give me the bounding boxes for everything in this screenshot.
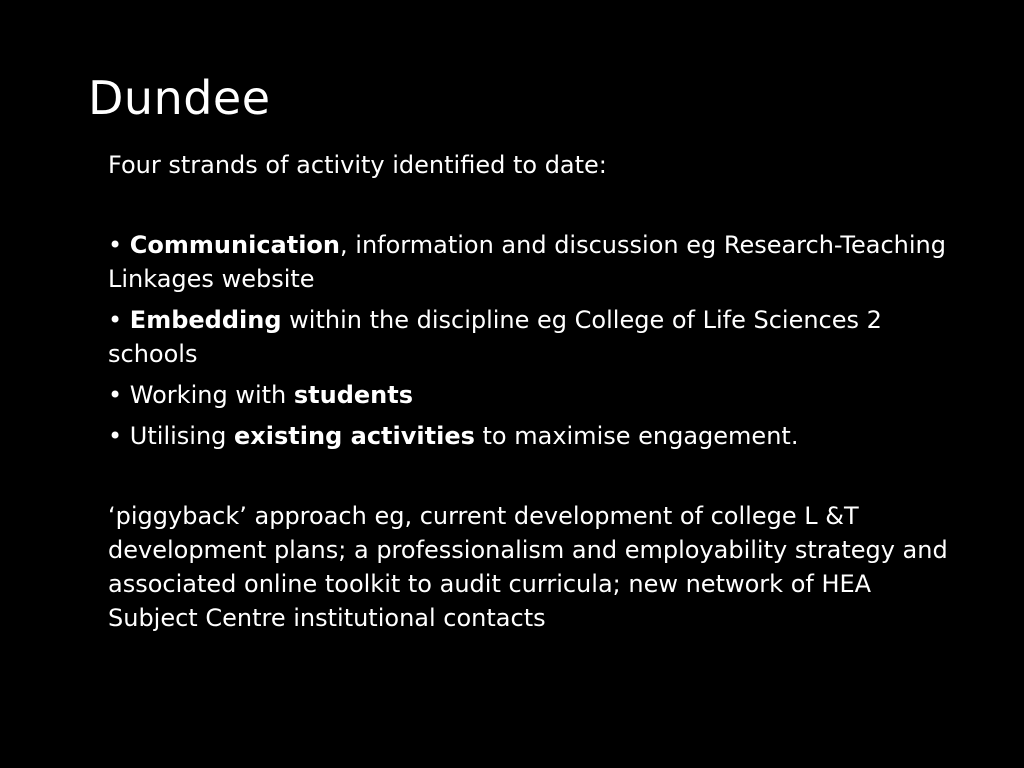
bullet-keyword: students — [293, 381, 414, 409]
bullet-item-students — [108, 378, 948, 412]
bullet-text: within the discipline eg College of Life Sciences 2 schools — [108, 306, 882, 368]
intro-text: Four strands of activity identified to date: — [108, 151, 607, 179]
bullet-item-existing-activities — [108, 419, 948, 453]
bullet-text: , information and discussion eg Research-Teaching Linkages website — [108, 231, 946, 293]
bullet-marker: • — [108, 306, 123, 334]
bullet-item-communication — [108, 228, 948, 296]
slide-body — [108, 148, 948, 635]
bullet-keyword: Embedding — [129, 306, 282, 334]
bullet-keyword: Communication — [129, 231, 341, 259]
bullet-marker: • — [108, 422, 123, 450]
bullet-text: to maximise engagement. — [474, 422, 799, 450]
bullet-marker: • — [108, 381, 123, 409]
closing-text: ‘piggyback’ approach eg, current development of college L &T development plans; a professionalism and employability strategy and associated online toolkit to audit curricula; new network of HEA Subject Centre institutional contacts — [108, 502, 948, 632]
bullet-marker: • — [108, 231, 123, 259]
bullet-keyword: existing activities — [234, 422, 475, 450]
bullet-prefix: Utilising — [129, 422, 235, 450]
bullet-prefix: Working with — [129, 381, 294, 409]
bullet-item-embedding — [108, 303, 948, 371]
slide-title: Dundee — [88, 71, 271, 125]
